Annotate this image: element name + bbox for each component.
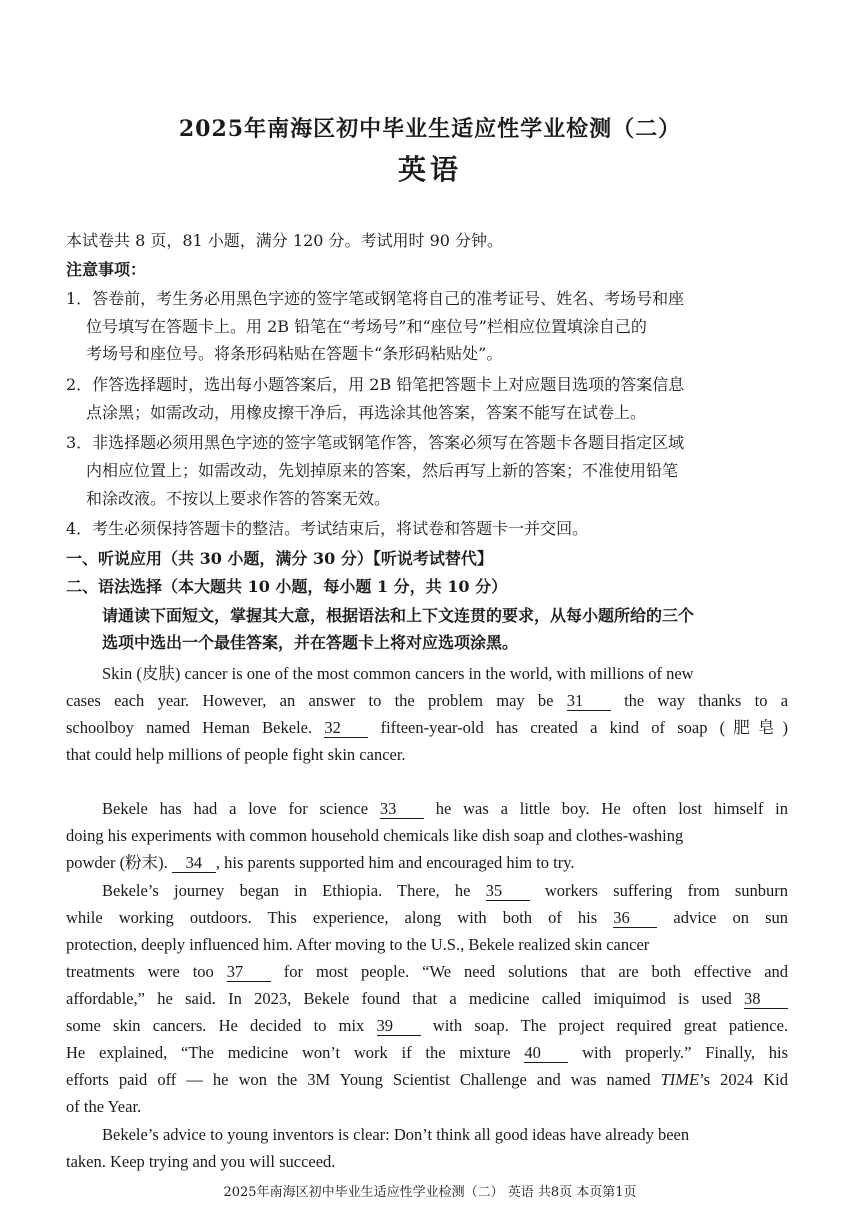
blank-34: 34: [172, 854, 216, 873]
passage-text: , his parents supported him and encouraged him to try.: [215, 853, 575, 872]
section-two-instruction-1: 请通读下面短文，掌握其大意，根据语法和上下文连贯的要求，从每小题所给的三个: [102, 606, 695, 625]
passage-text: fifteen-year-old has created a kind of soap (肥皂): [380, 718, 788, 737]
passage-p3-line-7: [66, 1042, 788, 1064]
blank-36: 36: [613, 909, 657, 928]
passage-text: affordable,” he said. In 2023, Bekele found that a medicine called imiquimod is used: [66, 989, 732, 1008]
blank-38: 38: [744, 990, 788, 1009]
notice-item-1-line-2: 位号填写在答题卡上。用 2B 铅笔在“考场号”和“座位号”栏相应位置填涂自己的: [86, 317, 647, 336]
passage-p1-line-3: [66, 717, 788, 739]
passage-text: efforts paid off — he won the 3M Young Scientist Challenge and was named: [66, 1070, 651, 1089]
passage-text: workers suffering from sunburn: [544, 881, 789, 900]
blank-33: 33: [380, 800, 424, 819]
section-two-instruction-2: 选项中选出一个最佳答案，并在答题卡上将对应选项涂黑。: [102, 633, 519, 652]
passage-italic-text: TIME: [660, 1070, 700, 1089]
section-one-heading: 一、听说应用（共 30 小题，满分 30 分）【听说考试替代】: [66, 549, 493, 568]
passage-p4-line-2: taken. Keep trying and you will succeed.: [66, 1152, 336, 1171]
passage-text: Bekele has had a love for science: [102, 799, 369, 818]
passage-p2-line-2: doing his experiments with common household chemicals like dish soap and clothes-washing: [66, 826, 684, 845]
passage-p3-line-1: [102, 880, 788, 902]
blank-31: 31: [567, 692, 611, 711]
notice-item-1-line-1: 1．答卷前，考生务必用黑色字迹的签字笔或钢笔将自己的准考证号、姓名、考场号和座: [66, 289, 685, 308]
passage-text: schoolboy named Heman Bekele.: [66, 718, 313, 737]
passage-p4-line-1: Bekele’s advice to young inventors is clear: Don’t think all good ideas have already been: [102, 1125, 690, 1144]
section-two-heading: 二、语法选择（本大题共 10 小题，每小题 1 分，共 10 分）: [66, 577, 508, 596]
passage-p1-line-1: Skin (皮肤) cancer is one of the most common cancers in the world, with millions of new: [102, 664, 694, 683]
notice-item-3-line-1: 3．非选择题必须用黑色字迹的签字笔或钢笔作答，答案必须写在答题卡各题目指定区域: [66, 433, 685, 452]
exam-intro: 本试卷共 8 页，81 小题，满分 120 分。考试用时 90 分钟。: [66, 231, 504, 250]
passage-p3-line-3: protection, deeply influenced him. After moving to the U.S., Bekele realized skin cancer: [66, 935, 650, 954]
blank-37: 37: [227, 963, 271, 982]
blank-39: 39: [377, 1017, 421, 1036]
page-footer: 2025年南海区初中毕业生适应性学业检测（二） 英语 共8页 本页第1页: [223, 1185, 637, 1200]
passage-p1-line-4: that could help millions of people fight skin cancer.: [66, 745, 406, 764]
passage-p2-line-1: [102, 798, 788, 820]
passage-p3-line-5: [66, 988, 788, 1010]
passage-text: treatments were too: [66, 962, 214, 981]
passage-text: Bekele’s journey began in Ethiopia. There, he: [102, 881, 471, 900]
notice-item-4: 4．考生必须保持答题卡的整洁。考试结束后，将试卷和答题卡一并交回。: [66, 519, 589, 538]
passage-p3-line-8: [66, 1069, 788, 1091]
notice-item-2-line-1: 2．作答选择题时，选出每小题答案后，用 2B 铅笔把答题卡上对应题目选项的答案信息: [66, 375, 685, 394]
notice-item-3-line-3: 和涂改液。不按以上要求作答的答案无效。: [86, 489, 391, 508]
passage-text: advice on sun: [673, 908, 789, 927]
passage-text: he was a little boy. He often lost himself in: [435, 799, 789, 818]
notice-item-2-line-2: 点涂黑；如需改动，用橡皮擦干净后，再选涂其他答案，答案不能写在试卷上。: [86, 403, 647, 422]
passage-p3-line-9: of the Year.: [66, 1097, 142, 1116]
passage-text: while working outdoors. This experience, along with both of his: [66, 908, 598, 927]
subject-title: 英语: [397, 153, 462, 186]
passage-text: the way thanks to a: [624, 691, 789, 710]
passage-p2-line-3: [66, 852, 575, 874]
passage-p3-line-6: [66, 1015, 788, 1037]
notice-item-3-line-2: 内相应位置上；如需改动，先划掉原来的答案，然后再写上新的答案；不准使用铅笔: [86, 461, 679, 480]
passage-text: powder (粉末).: [66, 853, 168, 872]
passage-p1-line-2: [66, 690, 788, 712]
exam-title: 2025年南海区初中毕业生适应性学业检测（二）: [178, 116, 682, 142]
passage-text: for most people. “We need solutions that are both effective and: [283, 962, 789, 981]
blank-32: 32: [324, 719, 368, 738]
notice-heading: 注意事项：: [66, 260, 147, 279]
passage-text: with soap. The project required great patience.: [432, 1016, 789, 1035]
passage-text: He explained, “The medicine won’t work if the mixture: [66, 1043, 511, 1062]
blank-40: 40: [524, 1044, 568, 1063]
passage-text: some skin cancers. He decided to mix: [66, 1016, 365, 1035]
passage-text: cases each year. However, an answer to the problem may be: [66, 691, 554, 710]
notice-item-1-line-3: 考场号和座位号。将条形码粘贴在答题卡“条形码粘贴处”。: [86, 344, 503, 363]
passage-p3-line-2: [66, 907, 788, 929]
blank-35: 35: [486, 882, 530, 901]
passage-p3-line-4: [66, 961, 788, 983]
passage-text: ’s 2024 Kid: [699, 1070, 788, 1089]
passage-text: with properly.” Finally, his: [582, 1043, 789, 1062]
